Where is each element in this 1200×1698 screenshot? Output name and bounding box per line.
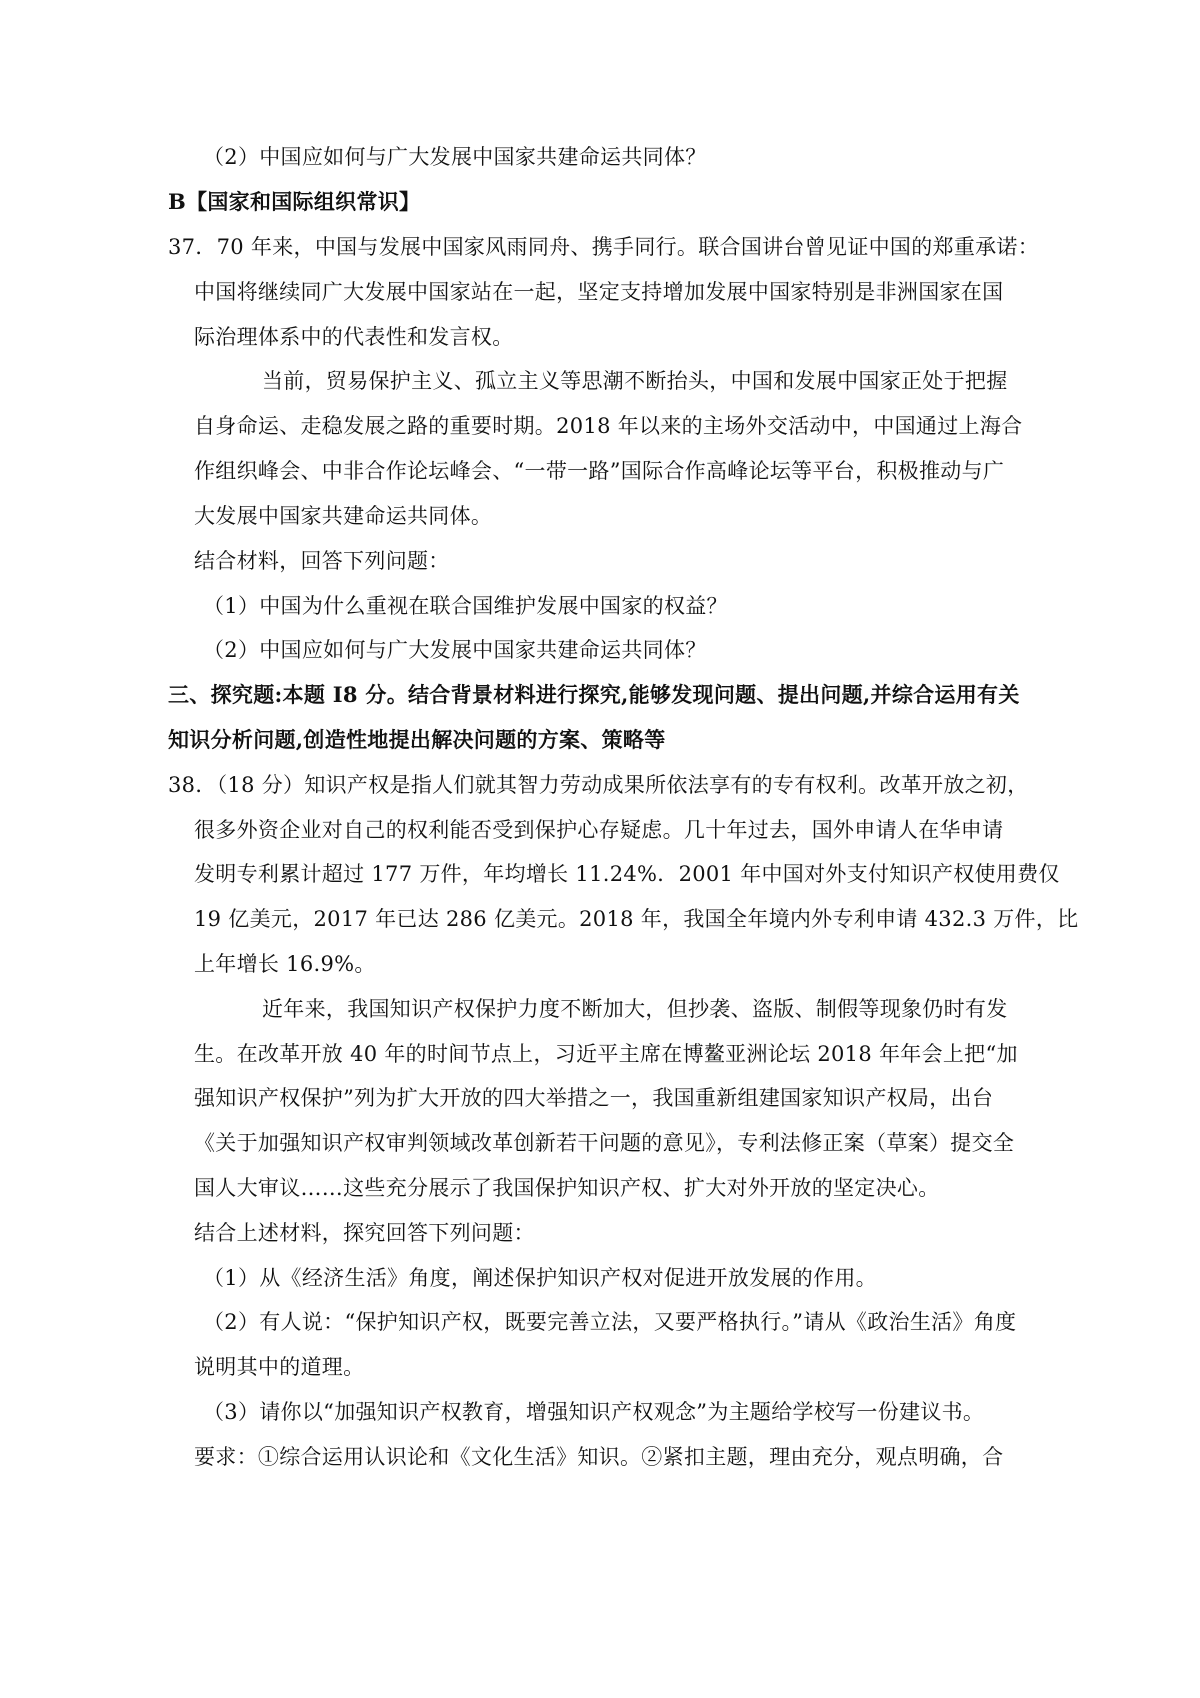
q38-sub2-line-1: （2）有人说：“保护知识产权，既要完善立法，又要严格执行。”请从《政治生活》角度 bbox=[203, 1310, 1017, 1334]
q38-line-5: 上年增长 16.9%。 bbox=[194, 952, 376, 976]
q37-line-8: 结合材料，回答下列问题： bbox=[194, 549, 450, 573]
prev-question-sub2: （2）中国应如何与广大发展中国家共建命运共同体？ bbox=[203, 145, 707, 169]
q38-sub1: （1）从《经济生活》角度，阐述保护知识产权对促进开放发展的作用。 bbox=[203, 1266, 877, 1290]
q37-line-1: 37．70 年来，中国与发展中国家风雨同舟、携手同行。联合国讲台曾见证中国的郑重承诺： bbox=[168, 235, 1040, 259]
q38-line-1: 38．（18 分）知识产权是指人们就其智力劳动成果所依法享有的专有权利。改革开放之初， bbox=[168, 773, 1029, 797]
q37-line-3: 际治理体系中的代表性和发言权。 bbox=[194, 325, 514, 349]
q37-line-5: 自身命运、走稳发展之路的重要时期。2018 年以来的主场外交活动中，中国通过上海合 bbox=[194, 414, 1023, 438]
section3-title-line-2: 知识分析问题,创造性地提出解决问题的方案、策略等 bbox=[168, 727, 666, 752]
q38-line-6: 近年来，我国知识产权保护力度不断加大，但抄袭、盗版、制假等现象仍时有发 bbox=[262, 997, 1008, 1021]
q38-line-9: 《关于加强知识产权审判领域改革创新若干问题的意见》，专利法修正案（草案）提交全 bbox=[194, 1131, 1015, 1155]
q38-sub2-line-2: 说明其中的道理。 bbox=[194, 1355, 365, 1379]
q37-line-4: 当前，贸易保护主义、孤立主义等思潮不断抬头，中国和发展中国家正处于把握 bbox=[262, 369, 1008, 393]
section-b-title: B【国家和国际组织常识】 bbox=[168, 189, 421, 214]
section3-title-line-1: 三、探究题:本题 I8 分。结合背景材料进行探究,能够发现问题、提出问题,并综合运用有关 bbox=[168, 682, 1020, 707]
q38-requirement: 要求：①综合运用认识论和《文化生活》知识。②紧扣主题，理由充分，观点明确，合 bbox=[194, 1445, 1004, 1469]
q38-line-11: 结合上述材料，探究回答下列问题： bbox=[194, 1221, 535, 1245]
q37-sub1: （1）中国为什么重视在联合国维护发展中国家的权益？ bbox=[203, 594, 728, 618]
q38-line-10: 国人大审议……这些充分展示了我国保护知识产权、扩大对外开放的坚定决心。 bbox=[194, 1176, 940, 1200]
q38-sub3: （3）请你以“加强知识产权教育，增强知识产权观念”为主题给学校写一份建议书。 bbox=[203, 1400, 985, 1424]
q38-line-2: 很多外资企业对自己的权利能否受到保护心存疑虑。几十年过去，国外申请人在华申请 bbox=[194, 818, 1004, 842]
q38-line-7: 生。在改革开放 40 年的时间节点上，习近平主席在博鳌亚洲论坛 2018 年年会上把“加 bbox=[194, 1042, 1018, 1066]
q38-line-4: 19 亿美元，2017 年已达 286 亿美元。2018 年，我国全年境内外专利申请 432.3 万件，比 bbox=[194, 907, 1079, 931]
q37-sub2: （2）中国应如何与广大发展中国家共建命运共同体？ bbox=[203, 638, 707, 662]
q37-line-7: 大发展中国家共建命运共同体。 bbox=[194, 504, 493, 528]
q37-line-2: 中国将继续同广大发展中国家站在一起，坚定支持增加发展中国家特别是非洲国家在国 bbox=[194, 280, 1004, 304]
q38-line-8: 强知识产权保护”列为扩大开放的四大举措之一，我国重新组建国家知识产权局，出台 bbox=[194, 1086, 994, 1110]
q37-line-6: 作组织峰会、中非合作论坛峰会、“一带一路”国际合作高峰论坛等平台，积极推动与广 bbox=[194, 459, 1005, 483]
q38-line-3: 发明专利累计超过 177 万件，年均增长 11.24%．2001 年中国对外支付知识产权使用费仅 bbox=[194, 862, 1060, 886]
